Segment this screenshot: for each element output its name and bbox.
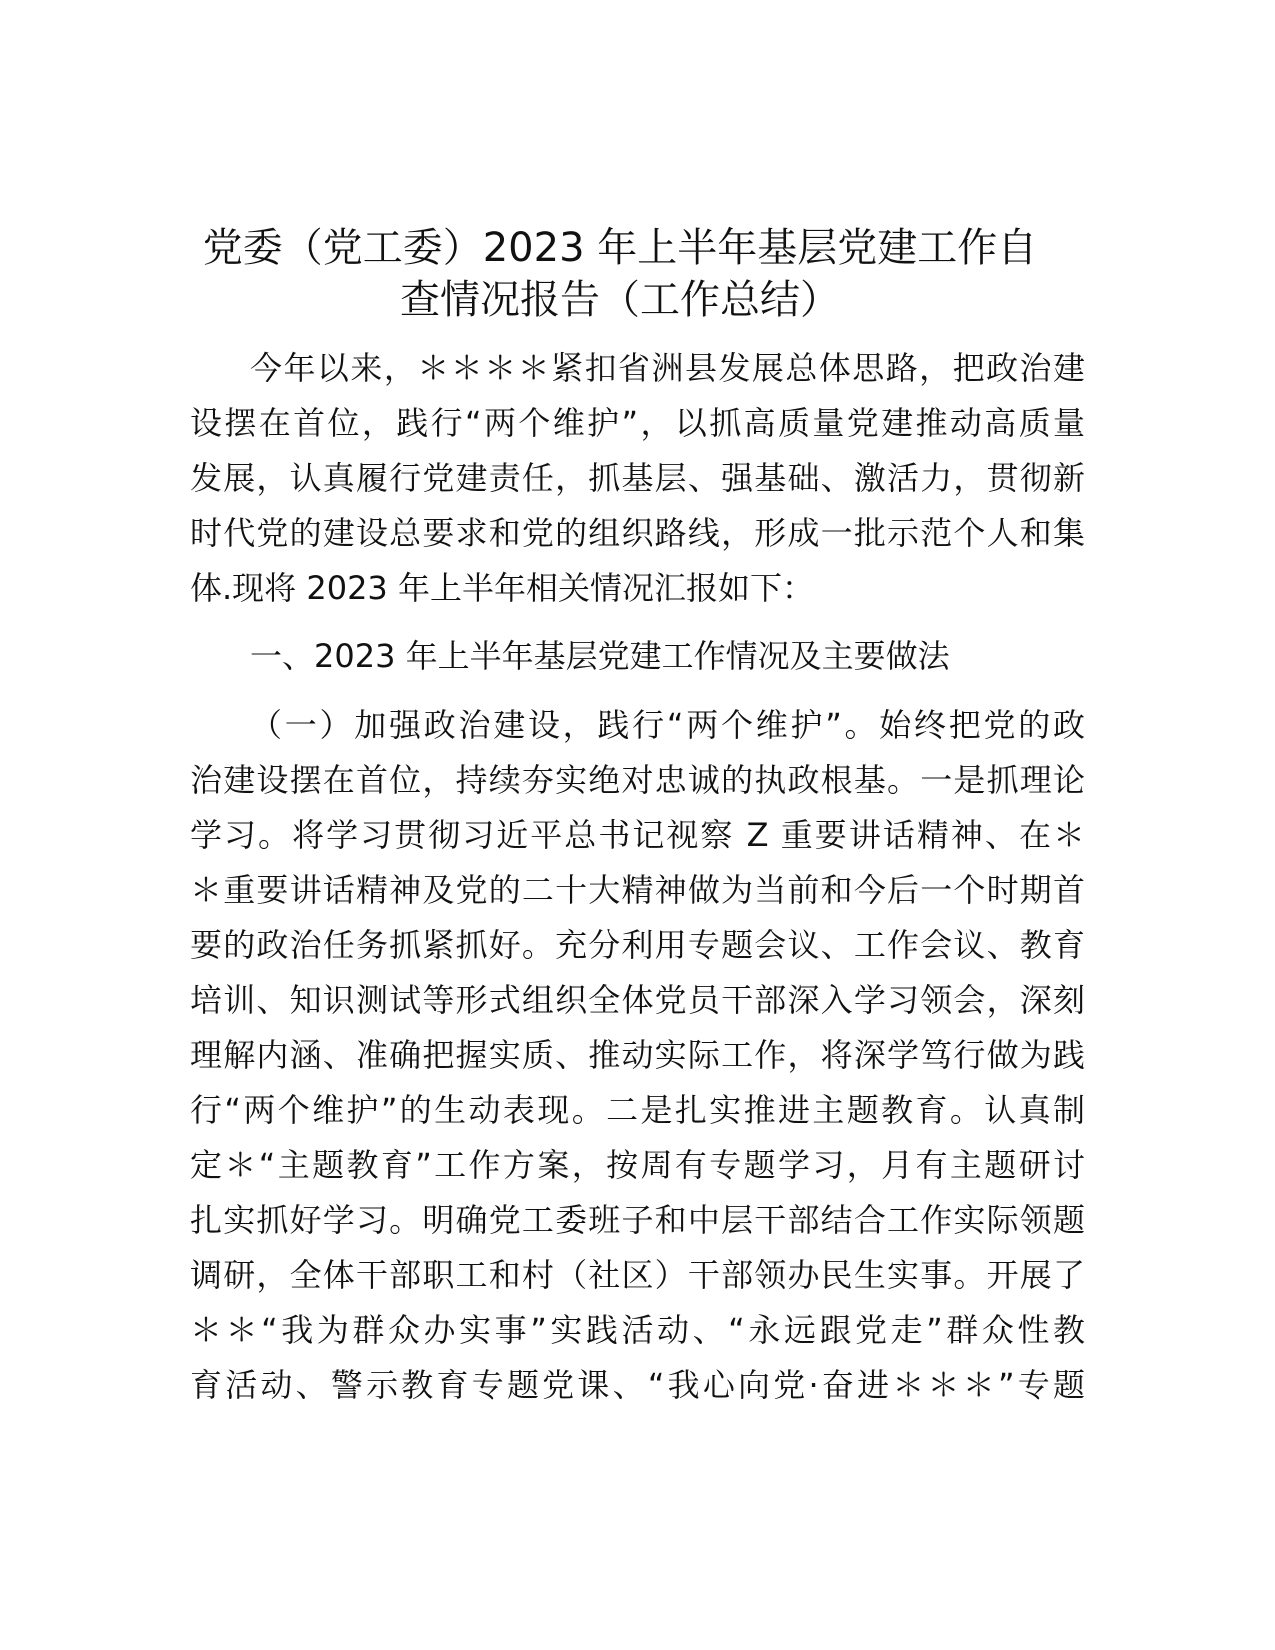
body-line: 调研，全体干部职工和村（社区）干部领办民生实事。开展了: [190, 1256, 1085, 1294]
document-title: [170, 222, 1070, 326]
body-line: 育活动、警示教育专题党课、“我心向党·奋进＊＊＊”专题: [190, 1366, 1085, 1404]
body-line: ＊重要讲话精神及党的二十大精神做为当前和今后一个时期首: [190, 871, 1085, 909]
body-line: 培训、知识测试等形式组织全体党员干部深入学习领会，深刻: [190, 981, 1085, 1019]
body-line: 时代党的建设总要求和党的组织路线，形成一批示范个人和集: [190, 514, 1085, 552]
body-line: （一）加强政治建设，践行“两个维护”。始终把党的政: [250, 706, 1085, 744]
body-line: 要的政治任务抓紧抓好。充分利用专题会议、工作会议、教育: [190, 926, 1085, 964]
body-line: 治建设摆在首位，持续夯实绝对忠诚的执政根基。一是抓理论: [190, 761, 1085, 799]
body-line: 理解内涵、准确把握实质、推动实际工作，将深学笃行做为践: [190, 1036, 1085, 1074]
body-line: 行“两个维护”的生动表现。二是扎实推进主题教育。认真制: [190, 1091, 1085, 1129]
body-line: ＊＊“我为群众办实事”实践活动、“永远跟党走”群众性教: [190, 1311, 1085, 1349]
title-line-2: 查情况报告（工作总结）: [400, 277, 840, 323]
body-line: 发展，认真履行党建责任，抓基层、强基础、激活力，贯彻新: [190, 459, 1085, 497]
body-line: 扎实抓好学习。明确党工委班子和中层干部结合工作实际领题: [190, 1201, 1085, 1239]
section-heading: 一、2023 年上半年基层党建工作情况及主要做法: [250, 637, 950, 675]
title-line-1: 党委（党工委）2023 年上半年基层党建工作自: [202, 225, 1038, 271]
body-line: 体.现将 2023 年上半年相关情况汇报如下：: [190, 569, 814, 607]
body-line: 学习。将学习贯彻习近平总书记视察 Z 重要讲话精神、在＊: [190, 816, 1085, 854]
body-line: 定＊“主题教育”工作方案，按周有专题学习，月有主题研讨: [190, 1146, 1085, 1184]
body-line: 设摆在首位，践行“两个维护”，以抓高质量党建推动高质量: [190, 404, 1085, 442]
body-line: 今年以来，＊＊＊＊紧扣省洲县发展总体思路，把政治建: [250, 349, 1085, 387]
